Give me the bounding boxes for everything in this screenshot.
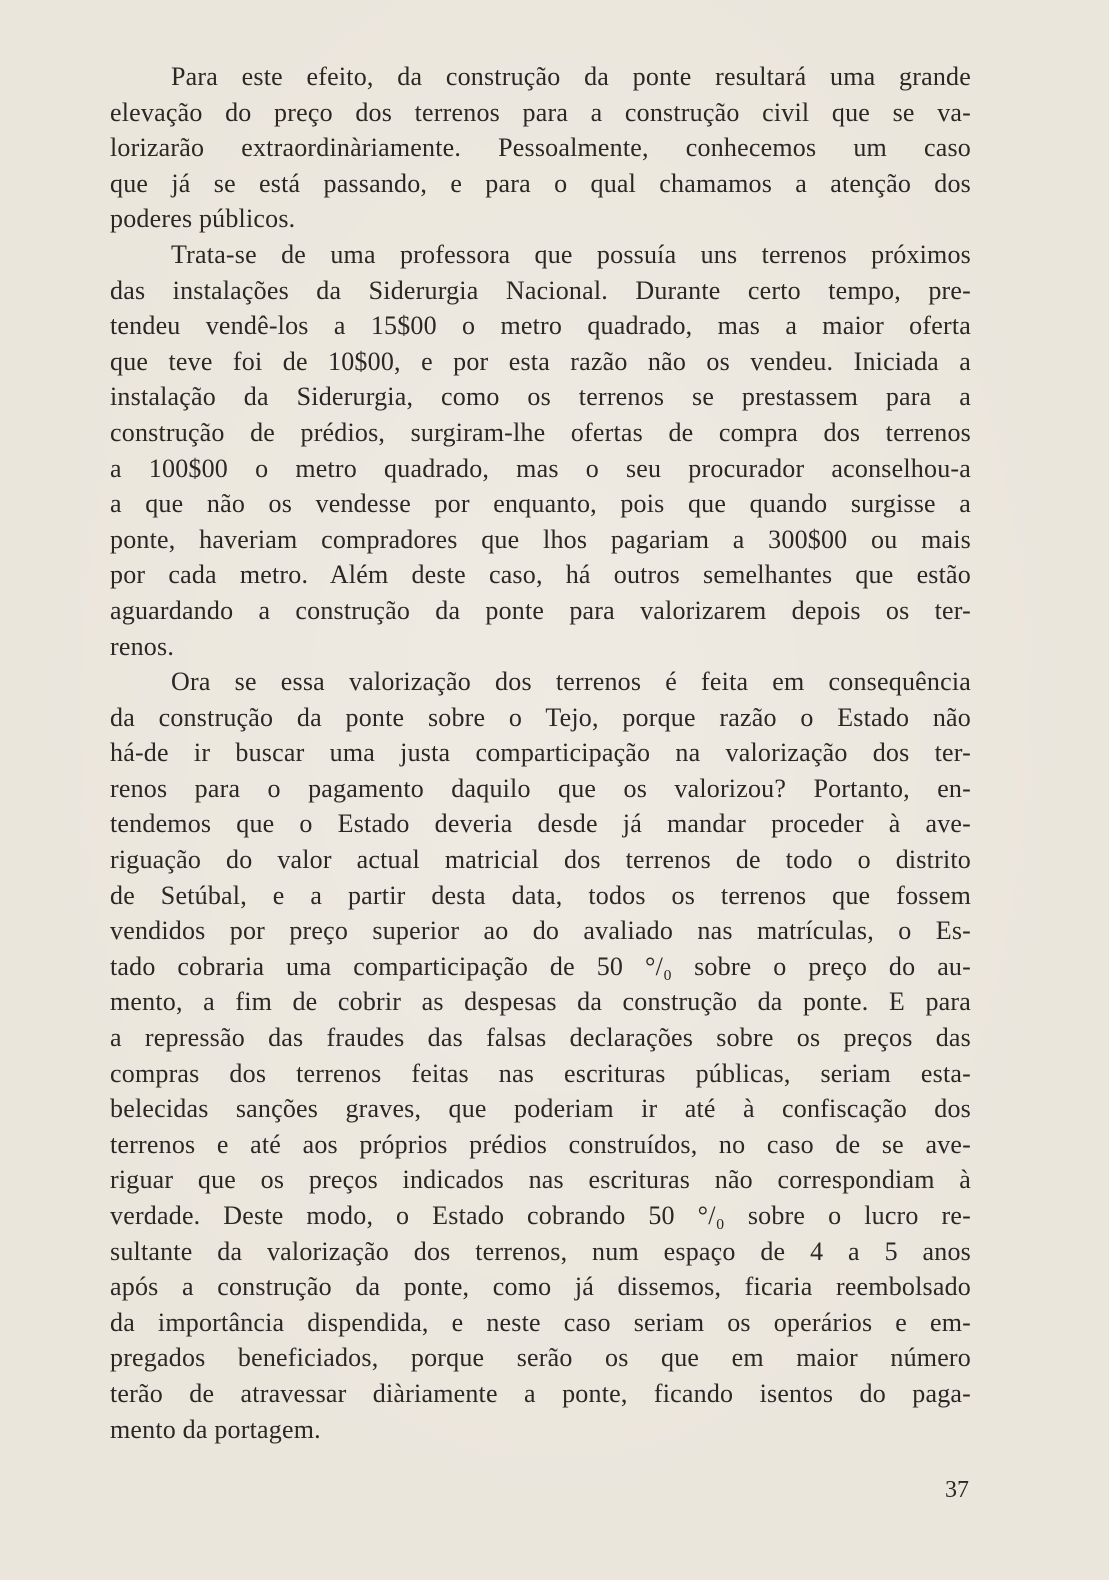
- text-line: renos.: [110, 631, 175, 661]
- text-line: riguar que os preços indicados nas escrituras não correspondiam à: [110, 1165, 971, 1195]
- text-line: belecidas sanções graves, que poderiam ir até à confiscação dos: [110, 1094, 971, 1124]
- text-line: a que não os vendesse por enquanto, pois que quando surgisse a: [110, 489, 971, 519]
- text-line: pregados beneficiados, porque serão os que em maior número: [110, 1343, 971, 1373]
- body-text: [110, 59, 971, 1447]
- text-line: mento, a fim de cobrir as despesas da construção da ponte. E para: [110, 987, 971, 1017]
- paragraph-1: [110, 59, 971, 237]
- text-line: a 100$00 o metro quadrado, mas o seu procurador aconselhou-a: [110, 453, 971, 483]
- text-line: tado cobraria uma comparticipação de 50 °/₀ sobre o preço do au-: [110, 951, 971, 981]
- text-line: instalação da Siderurgia, como os terrenos se prestassem para a: [110, 382, 971, 412]
- text-line: sultante da valorização dos terrenos, num espaço de 4 a 5 anos: [110, 1236, 971, 1266]
- text-line: de Setúbal, e a partir desta data, todos os terrenos que fossem: [110, 880, 971, 910]
- paragraph-3: [110, 664, 971, 1447]
- text-line: terão de atravessar diàriamente a ponte, ficando isentos do paga-: [110, 1378, 971, 1408]
- text-line: compras dos terrenos feitas nas escrituras públicas, seriam esta-: [110, 1058, 971, 1088]
- text-line: a repressão das fraudes das falsas declarações sobre os preços das: [110, 1023, 971, 1053]
- text-line: da importância dispendida, e neste caso seriam os operários e em-: [110, 1307, 971, 1337]
- text-line: após a construção da ponte, como já dissemos, ficaria reembolsado: [110, 1272, 971, 1302]
- text-line: construção de prédios, surgiram-lhe ofertas de compra dos terrenos: [110, 417, 971, 447]
- text-line: que já se está passando, e para o qual chamamos a atenção dos: [110, 168, 971, 198]
- paragraph-2: [110, 237, 971, 664]
- text-line: renos para o pagamento daquilo que os valorizou? Portanto, en-: [110, 773, 971, 803]
- text-line: riguação do valor actual matricial dos terrenos de todo o distrito: [110, 845, 971, 875]
- text-line: Para este efeito, da construção da ponte resultará uma grande: [171, 62, 971, 91]
- text-line: elevação do preço dos terrenos para a construção civil que se va-: [110, 97, 971, 127]
- text-line: verdade. Deste modo, o Estado cobrando 50 °/₀ sobre o lucro re-: [110, 1201, 971, 1230]
- page-number: 37: [945, 1477, 969, 1503]
- text-line: tendemos que o Estado deveria desde já mandar proceder à ave-: [110, 809, 971, 839]
- text-line: tendeu vendê-los a 15$00 o metro quadrado, mas a maior oferta: [110, 311, 971, 341]
- text-line: terrenos e até aos próprios prédios construídos, no caso de se ave-: [110, 1129, 971, 1159]
- text-line: aguardando a construção da ponte para valorizarem depois os ter-: [110, 595, 971, 625]
- text-line: lorizarão extraordinàriamente. Pessoalmente, conhecemos um caso: [110, 133, 971, 163]
- text-line: poderes públicos.: [110, 204, 296, 234]
- text-line: há-de ir buscar uma justa comparticipação na valorização dos ter-: [110, 738, 971, 768]
- text-line: Ora se essa valorização dos terrenos é feita em consequência: [171, 667, 971, 697]
- text-line: que teve foi de 10$00, e por esta razão não os vendeu. Iniciada a: [110, 346, 971, 376]
- text-line: por cada metro. Além deste caso, há outros semelhantes que estão: [110, 560, 971, 590]
- text-line: vendidos por preço superior ao do avaliado nas matrículas, o Es-: [110, 916, 971, 946]
- text-line: Trata-se de uma professora que possuía uns terrenos próximos: [171, 239, 971, 269]
- text-line: ponte, haveriam compradores que lhos pagariam a 300$00 ou mais: [110, 524, 971, 554]
- text-line: mento da portagem.: [110, 1414, 321, 1444]
- text-line: das instalações da Siderurgia Nacional. Durante certo tempo, pre-: [110, 275, 971, 305]
- text-line: da construção da ponte sobre o Tejo, porque razão o Estado não: [110, 702, 971, 732]
